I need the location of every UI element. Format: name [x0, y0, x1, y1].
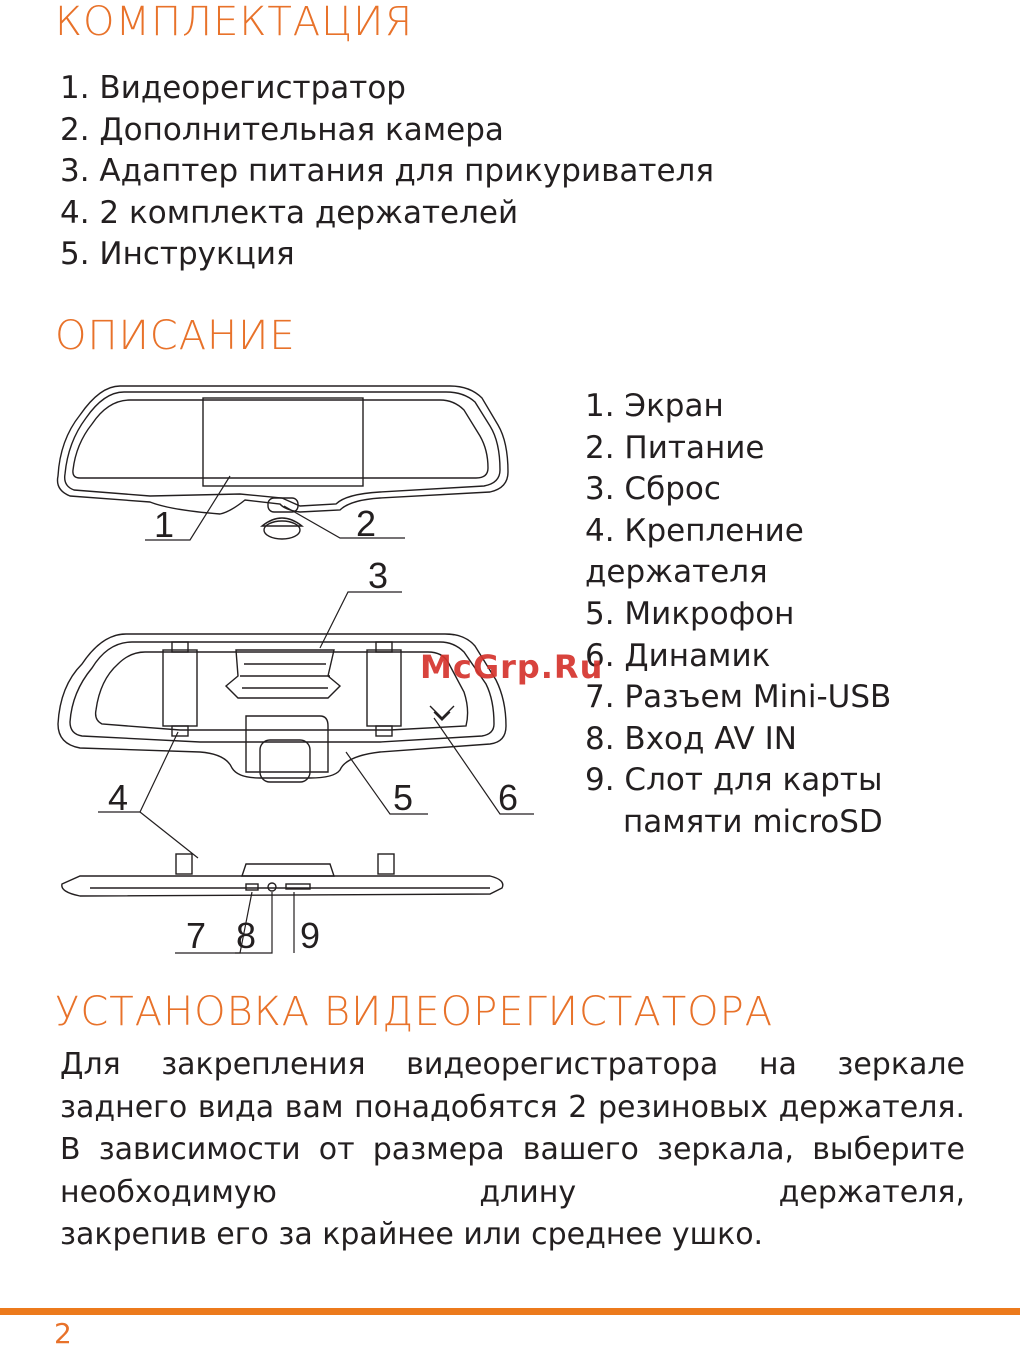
list-item: 4. Крепление [585, 512, 804, 549]
bottom-view [62, 854, 503, 896]
callout-3: 3 [368, 555, 389, 596]
list-item: 5. Инструкция [60, 236, 295, 272]
list-item: 8. Вход AV IN [585, 720, 797, 757]
footer-divider [0, 1308, 1020, 1315]
install-heading: УСТАНОВКА ВИДЕОРЕГИСТАТОРА [55, 989, 774, 1035]
install-paragraph [60, 1044, 965, 1257]
kit-heading: КОМПЛЕКТАЦИЯ [55, 0, 414, 45]
install-text: Для закрепления видеорегистратора на зеркале заднего вида вам понадобятся 2 резиновых держателя. В зависимости от размера вашего зеркала, выберите необходимую длину держателя, [60, 1047, 965, 1210]
front-view [58, 386, 509, 539]
list-item: 3. Адаптер питания для прикуривателя [60, 153, 714, 189]
callout-2: 2 [356, 503, 377, 544]
list-item: 1. Видеорегистратор [60, 70, 406, 106]
list-item: 7. Разъем Mini-USB [585, 679, 892, 716]
list-item: 4. 2 комплекта держателей [60, 194, 519, 231]
callout-7: 7 [186, 915, 207, 956]
callout-4: 4 [108, 777, 129, 818]
list-item: 6. Динамик [585, 637, 771, 674]
callout-1: 1 [154, 504, 175, 545]
list-item: памяти microSD [623, 803, 883, 840]
list-item: 2. Питание [585, 429, 765, 466]
callout-6: 6 [498, 777, 519, 818]
description-heading: ОПИСАНИЕ [55, 313, 296, 359]
list-item: 9. Слот для карты [585, 762, 883, 799]
callout-9: 9 [300, 915, 321, 956]
callout-8: 8 [236, 915, 257, 956]
list-item: 5. Микрофон [585, 595, 795, 632]
callout-5: 5 [393, 777, 414, 818]
kit-list [60, 68, 714, 276]
list-item: 1. Экран [585, 388, 724, 424]
description-list [585, 386, 891, 844]
install-text-last: закрепив его за крайнее или среднее ушко. [60, 1217, 764, 1252]
list-item: 3. Сброс [585, 471, 721, 508]
list-item: держателя [585, 554, 768, 591]
list-item: 2. Дополнительная камера [60, 111, 504, 148]
page-number: 2 [54, 1317, 72, 1350]
watermark: McGrp.Ru [420, 648, 604, 686]
